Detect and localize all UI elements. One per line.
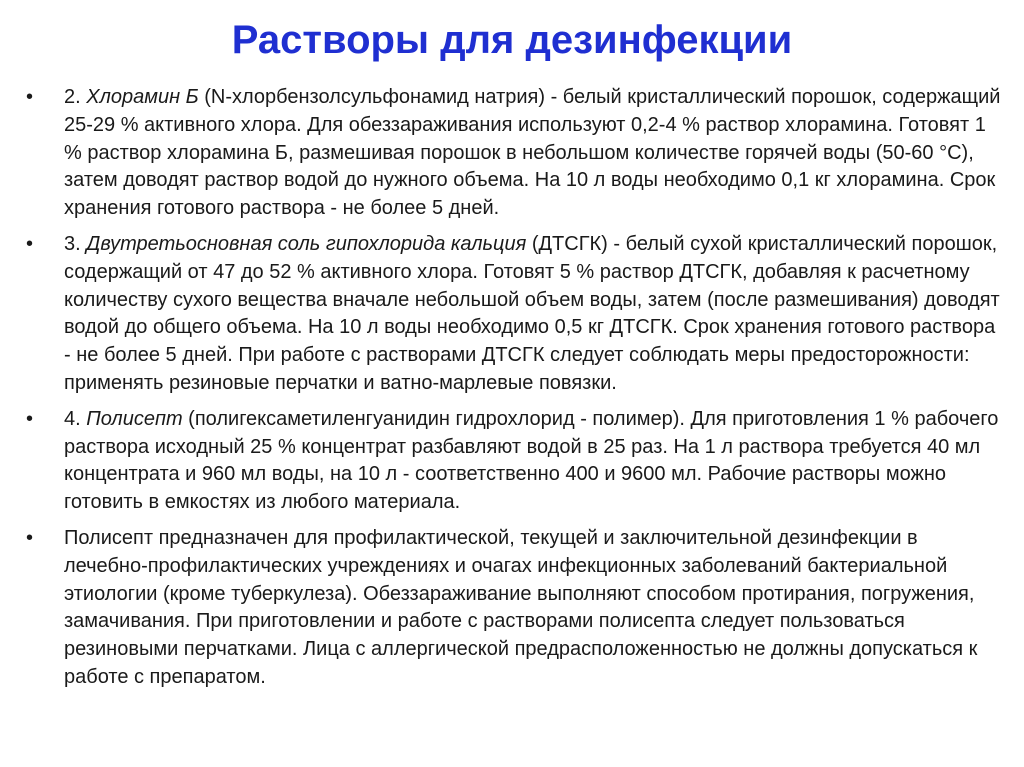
item-term: Хлорамин Б [86, 86, 199, 108]
bullet-icon: • [26, 407, 34, 430]
item-text: Полисепт предназначен для профилактической, текущей и заключительной дезинфекции в лечебно-профилактических учреждениях и очагах инфекционных заболеваний бактериальной этиологии (кроме туберкулеза). Обеззараживание выполняют способом протирания, погружения, замачивания. При приготовлении и работе с растворами полисепта следует пользоваться резиновыми перчатками. Лица с аллергической предрасположенностью не должны допускаться к работе с препаратом. [64, 526, 978, 688]
item-number: 3. [64, 232, 87, 255]
list-item [26, 406, 1002, 517]
list-item [26, 84, 1002, 223]
item-text: (N-хлорбензолсульфонамид натрия) - белый кристаллический порошок, содержащий 25-29 % активного хлора. Для обеззараживания используют 0,2-4 % раствор хлорамина. Готовят 1 % раствор хлорамина Б, размешивая порошок в небольшом количестве горячей воды (50-60 °С), затем доводят раствор водой до нужного объема. На 10 л воды необходимо 0,1 кг хлорамина. Срок хранения готового раствора - не более 5 дней. [64, 86, 1001, 220]
item-text: (ДТСГК) - белый сухой кристаллический порошок, содержащий от 47 до 52 % активного хлора. Готовят 5 % раствор ДТСГК, добавляя к расчетному количеству сухого вещества вначале небольшой объем воды, затем (после размешивания) доводят водой до общего объема. На 10 л воды необходимо 0,5 кг ДТСГК. Срок хранения готового раствора - не более 5 дней. При работе с растворами ДТСГК следует соблюдать меры предосторожности: применять резиновые перчатки и ватно-марлевые повязки. [64, 232, 1000, 394]
slide-title: Растворы для дезинфекции [231, 18, 793, 62]
item-term: Двутретьосновная соль гипохлорида кальция [86, 232, 527, 255]
list-item [26, 231, 1002, 398]
item-term: Полисепт [86, 407, 183, 430]
item-text: (полигексаметиленгуанидин гидрохлорид - полимер). Для приготовления 1 % рабочего раствора исходный 25 % концентрат разбавляют водой в 25 раз. На 1 л раствора требуется 40 мл концентрата и 960 мл воды, на 10 л - соответственно 400 и 9600 мл. Рабочие растворы можно готовить в емкостях из любого материала. [64, 407, 999, 514]
bullet-list [26, 84, 1002, 700]
bullet-icon: • [26, 86, 34, 108]
bullet-icon: • [26, 526, 34, 549]
list-item [26, 525, 1002, 692]
item-number: 4. [64, 407, 87, 430]
item-number: 2. [64, 86, 87, 108]
bullet-icon: • [26, 232, 34, 255]
